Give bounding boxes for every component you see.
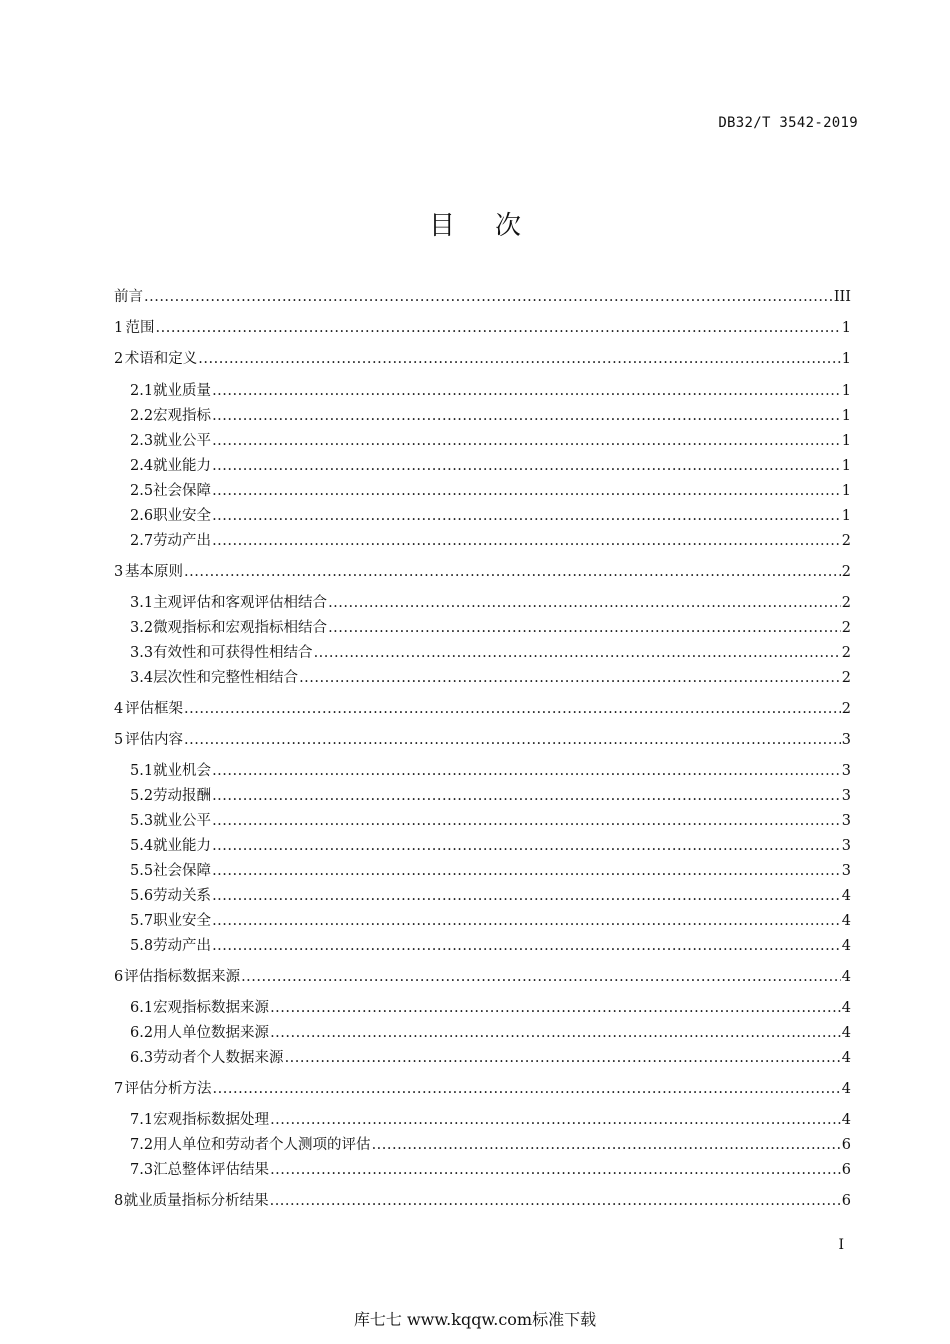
toc-entry-page: 6 <box>841 1193 851 1209</box>
toc-entry-number: 2.2 <box>130 408 154 424</box>
toc-entry[interactable] <box>114 1133 851 1155</box>
toc-leader-dots <box>184 564 841 580</box>
toc-entry-label: 职业安全 <box>153 913 212 929</box>
toc-entry-page: 4 <box>841 1112 851 1128</box>
toc-leader-dots <box>212 508 841 524</box>
toc-entry-number: 8 <box>114 1193 124 1209</box>
toc-leader-dots <box>184 732 841 748</box>
toc-entry-label: 劳动产出 <box>153 938 212 954</box>
toc-entry[interactable] <box>114 479 851 501</box>
toc-entry-page: 1 <box>841 351 851 367</box>
toc-leader-dots <box>270 1025 841 1041</box>
toc-entry[interactable] <box>114 834 851 856</box>
toc-entry-page: III <box>833 289 851 305</box>
toc-entry-label: 评估分析方法 <box>124 1081 212 1097</box>
toc-leader-dots <box>270 1112 841 1128</box>
toc-entry-page: 3 <box>841 732 851 748</box>
toc-entry-label: 职业安全 <box>153 508 212 524</box>
page-number: I <box>838 1237 844 1253</box>
toc-leader-dots <box>156 320 841 336</box>
toc-entry-page: 4 <box>841 1050 851 1066</box>
toc-entry-page: 3 <box>841 838 851 854</box>
toc-entry-number: 7.1 <box>130 1112 154 1128</box>
toc-leader-dots <box>212 408 841 424</box>
toc-leader-dots <box>328 595 841 611</box>
toc-entry-label: 社会保障 <box>153 483 212 499</box>
toc-leader-dots <box>212 938 841 954</box>
toc-entry-number: 2.4 <box>130 458 154 474</box>
toc-entry-label: 有效性和可获得性相结合 <box>153 645 313 661</box>
toc-leader-dots <box>198 351 840 367</box>
toc-entry-page: 4 <box>841 888 851 904</box>
toc-leader-dots <box>184 701 841 717</box>
toc-entry-page: 2 <box>841 670 851 686</box>
toc-entry-label: 微观指标和宏观指标相结合 <box>153 620 328 636</box>
toc-entry[interactable] <box>114 347 851 369</box>
toc-leader-dots <box>270 1193 841 1209</box>
toc-entry[interactable] <box>114 285 851 307</box>
toc-entry[interactable] <box>114 641 851 663</box>
toc-entry-number: 7.2 <box>130 1137 154 1153</box>
toc-leader-dots <box>212 863 841 879</box>
toc-entry-number: 2 <box>114 351 124 367</box>
toc-entry-label: 评估框架 <box>125 701 184 717</box>
toc-entry-number: 5.7 <box>130 913 154 929</box>
page-title: 目次 <box>428 211 561 241</box>
toc-entry-page: 1 <box>841 483 851 499</box>
toc-entry-page: 2 <box>841 645 851 661</box>
toc-entry-label: 评估内容 <box>125 732 184 748</box>
toc-entry[interactable] <box>114 697 851 719</box>
toc-leader-dots <box>144 289 833 305</box>
toc-entry-label: 用人单位数据来源 <box>153 1025 270 1041</box>
toc-entry-label: 评估指标数据来源 <box>124 969 241 985</box>
toc-entry-label: 就业机会 <box>153 763 212 779</box>
toc-entry-number: 3.3 <box>130 645 154 661</box>
toc-entry-label: 前言 <box>114 289 143 305</box>
toc-entry-number: 3.2 <box>130 620 154 636</box>
toc-leader-dots <box>314 645 841 661</box>
toc-entry[interactable] <box>114 1021 851 1043</box>
toc-entry[interactable] <box>114 1108 851 1130</box>
toc-entry-label: 术语和定义 <box>124 351 198 367</box>
toc-entry-label: 用人单位和劳动者个人测项的评估 <box>153 1137 371 1153</box>
toc-entry[interactable] <box>114 454 851 476</box>
toc-entry-label: 就业公平 <box>153 813 212 829</box>
toc-entry-number: 7.3 <box>130 1162 154 1178</box>
toc-leader-dots <box>212 383 841 399</box>
toc-entry[interactable] <box>114 666 851 688</box>
toc-entry[interactable] <box>114 784 851 806</box>
toc-entry[interactable] <box>114 1077 851 1099</box>
toc-leader-dots <box>299 670 841 686</box>
toc-leader-dots <box>212 913 841 929</box>
toc-leader-dots <box>213 1081 841 1097</box>
toc-entry-number: 6 <box>114 969 124 985</box>
toc-entry-label: 就业公平 <box>153 433 212 449</box>
toc-leader-dots <box>212 763 841 779</box>
toc-entry-number: 2.7 <box>130 533 154 549</box>
toc-entry-label: 宏观指标数据处理 <box>153 1112 270 1128</box>
toc-entry-label: 劳动报酬 <box>153 788 212 804</box>
toc-leader-dots <box>212 888 841 904</box>
toc-leader-dots <box>212 483 841 499</box>
toc-entry-page: 4 <box>841 1081 851 1097</box>
toc-entry[interactable] <box>114 1189 851 1211</box>
toc-leader-dots <box>212 813 841 829</box>
toc-entry-number: 6.3 <box>130 1050 154 1066</box>
toc-entry-label: 宏观指标 <box>153 408 212 424</box>
toc-entry-page: 3 <box>841 863 851 879</box>
toc-leader-dots <box>212 458 841 474</box>
toc-entry-label: 范围 <box>125 320 155 336</box>
toc-entry[interactable] <box>114 1158 851 1180</box>
toc-entry-page: 1 <box>841 383 851 399</box>
toc-entry-page: 3 <box>841 788 851 804</box>
toc-entry[interactable] <box>114 759 851 781</box>
toc-entry-number: 3 <box>114 564 124 580</box>
toc-entry-number: 5.2 <box>130 788 154 804</box>
toc-entry[interactable] <box>114 728 851 750</box>
toc-entry-label: 劳动者个人数据来源 <box>153 1050 284 1066</box>
toc-entry-number: 5.6 <box>130 888 154 904</box>
toc-leader-dots <box>270 1162 841 1178</box>
toc-entry-number: 3.1 <box>130 595 154 611</box>
toc-entry-number: 2.1 <box>130 383 154 399</box>
toc-entry-label: 主观评估和客观评估相结合 <box>153 595 328 611</box>
toc-entry[interactable] <box>114 934 851 956</box>
toc-entry-page: 6 <box>841 1162 851 1178</box>
toc-leader-dots <box>328 620 841 636</box>
toc-leader-dots <box>212 788 841 804</box>
toc-entry-page: 1 <box>841 408 851 424</box>
toc-leader-dots <box>241 969 841 985</box>
toc-entry-page: 1 <box>841 508 851 524</box>
toc-entry-label: 宏观指标数据来源 <box>153 1000 270 1016</box>
toc-entry-number: 5.3 <box>130 813 154 829</box>
toc-entry-label: 层次性和完整性相结合 <box>153 670 299 686</box>
toc-entry-number: 5.8 <box>130 938 154 954</box>
toc-entry-page: 1 <box>841 320 851 336</box>
toc-entry-number: 6.1 <box>130 1000 154 1016</box>
toc-entry-label: 就业能力 <box>153 838 212 854</box>
toc-entry[interactable] <box>114 996 851 1018</box>
toc-entry[interactable] <box>114 591 851 613</box>
toc-entry[interactable] <box>114 404 851 426</box>
toc-entry-page: 4 <box>841 969 851 985</box>
toc-entry-page: 4 <box>841 938 851 954</box>
toc-entry[interactable] <box>114 429 851 451</box>
toc-leader-dots <box>285 1050 841 1066</box>
toc-entry[interactable] <box>114 560 851 582</box>
toc-entry[interactable] <box>114 884 851 906</box>
toc-leader-dots <box>372 1137 841 1153</box>
toc-entry-number: 5.4 <box>130 838 154 854</box>
toc-entry-number: 5.5 <box>130 863 154 879</box>
footer-watermark: 库七七 www.kqqw.com标准下载 <box>353 1310 597 1329</box>
toc-entry-label: 汇总整体评估结果 <box>153 1162 270 1178</box>
toc-entry-number: 2.6 <box>130 508 154 524</box>
toc-entry-label: 就业能力 <box>153 458 212 474</box>
toc-entry-page: 4 <box>841 1000 851 1016</box>
toc-entry-number: 4 <box>114 701 124 717</box>
toc-entry-label: 劳动产出 <box>153 533 212 549</box>
toc-entry-label: 基本原则 <box>125 564 184 580</box>
toc-entry-number: 7 <box>114 1081 124 1097</box>
toc-entry-page: 2 <box>841 564 851 580</box>
toc-entry-page: 4 <box>841 913 851 929</box>
toc-entry[interactable] <box>114 529 851 551</box>
toc-entry-page: 2 <box>841 620 851 636</box>
toc-entry-page: 2 <box>841 701 851 717</box>
toc-entry[interactable] <box>114 965 851 987</box>
toc-entry-page: 1 <box>841 433 851 449</box>
toc-entry[interactable] <box>114 1046 851 1068</box>
toc-leader-dots <box>212 433 841 449</box>
toc-entry-number: 2.3 <box>130 433 154 449</box>
toc-entry-number: 5 <box>114 732 124 748</box>
toc-entry-page: 3 <box>841 813 851 829</box>
toc-entry[interactable] <box>114 909 851 931</box>
document-code: DB32/T 3542-2019 <box>718 115 858 131</box>
toc-entry-number: 5.1 <box>130 763 154 779</box>
toc-leader-dots <box>212 838 841 854</box>
toc-entry-page: 2 <box>841 595 851 611</box>
toc-leader-dots <box>270 1000 841 1016</box>
toc-entry-page: 1 <box>841 458 851 474</box>
toc-entry-page: 2 <box>841 533 851 549</box>
toc-entry[interactable] <box>114 504 851 526</box>
toc-entry[interactable] <box>114 316 851 338</box>
toc-entry-page: 6 <box>841 1137 851 1153</box>
toc-entry[interactable] <box>114 809 851 831</box>
toc-entry-number: 3.4 <box>130 670 154 686</box>
toc-entry[interactable] <box>114 616 851 638</box>
toc-entry-label: 劳动关系 <box>153 888 212 904</box>
toc-entry-page: 4 <box>841 1025 851 1041</box>
toc-entry[interactable] <box>114 859 851 881</box>
toc-entry-label: 就业质量指标分析结果 <box>123 1193 269 1209</box>
toc-entry[interactable] <box>114 379 851 401</box>
toc-leader-dots <box>212 533 841 549</box>
toc-entry-number: 2.5 <box>130 483 154 499</box>
toc-entry-label: 就业质量 <box>153 383 212 399</box>
toc-entry-page: 3 <box>841 763 851 779</box>
toc-entry-number: 6.2 <box>130 1025 154 1041</box>
toc-entry-number: 1 <box>114 320 124 336</box>
toc-entry-label: 社会保障 <box>153 863 212 879</box>
